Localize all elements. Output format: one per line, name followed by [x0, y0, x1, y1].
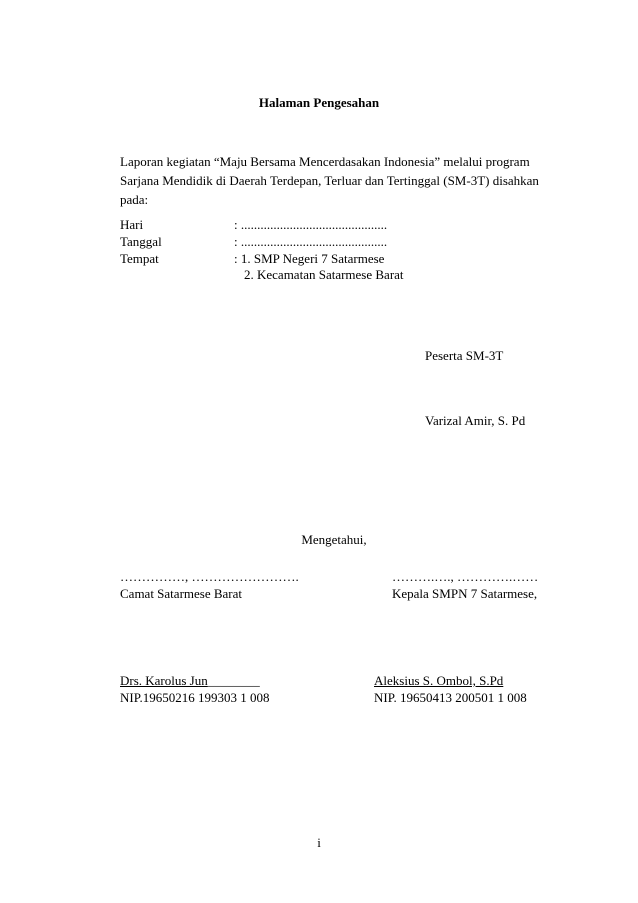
peserta-name: Varizal Amir, S. Pd — [425, 413, 526, 428]
field-value: : ............................................. — [234, 234, 388, 249]
field-value: : ............................................. — [234, 217, 388, 232]
intro-line: pada: — [120, 192, 149, 207]
signer-name-text: Drs. Karolus Jun — [120, 673, 208, 688]
peserta-role: Peserta SM-3T — [425, 348, 504, 363]
mengetahui-label: Mengetahui, — [301, 532, 367, 547]
field-value: : 1. SMP Negeri 7 Satarmese — [234, 251, 385, 266]
intro-line: Laporan kegiatan “Maju Bersama Mencerdasakan Indonesia” melalui program — [120, 154, 530, 169]
left-signer-nip: NIP.19650216 199303 1 008 — [120, 690, 270, 705]
field-label: Hari — [120, 217, 144, 232]
field-tempat-line2: 2. Kecamatan Satarmese Barat — [244, 267, 404, 282]
intro-line: Sarjana Mendidik di Daerah Terdepan, Terluar dan Tertinggal (SM-3T) disahkan — [120, 173, 539, 188]
right-signer-nip: NIP. 19650413 200501 1 008 — [374, 690, 527, 705]
page-title: Halaman Pengesahan — [258, 95, 380, 110]
intro-paragraph — [120, 152, 540, 209]
right-signer-name: Aleksius S. Ombol, S.Pd — [374, 673, 504, 688]
field-tanggal — [120, 233, 387, 251]
left-signer-name — [120, 672, 260, 690]
field-hari — [120, 216, 387, 234]
field-label: Tanggal — [120, 234, 162, 249]
signature-line: ________ — [207, 673, 260, 688]
page-number: i — [317, 835, 321, 850]
field-label: Tempat — [120, 251, 159, 266]
right-date-line: ……….…., ………….…… — [392, 569, 539, 584]
left-signer-title: Camat Satarmese Barat — [120, 586, 243, 601]
left-date-line: ……………, ……………………. — [120, 569, 299, 584]
right-signer-title: Kepala SMPN 7 Satarmese, — [392, 586, 538, 601]
